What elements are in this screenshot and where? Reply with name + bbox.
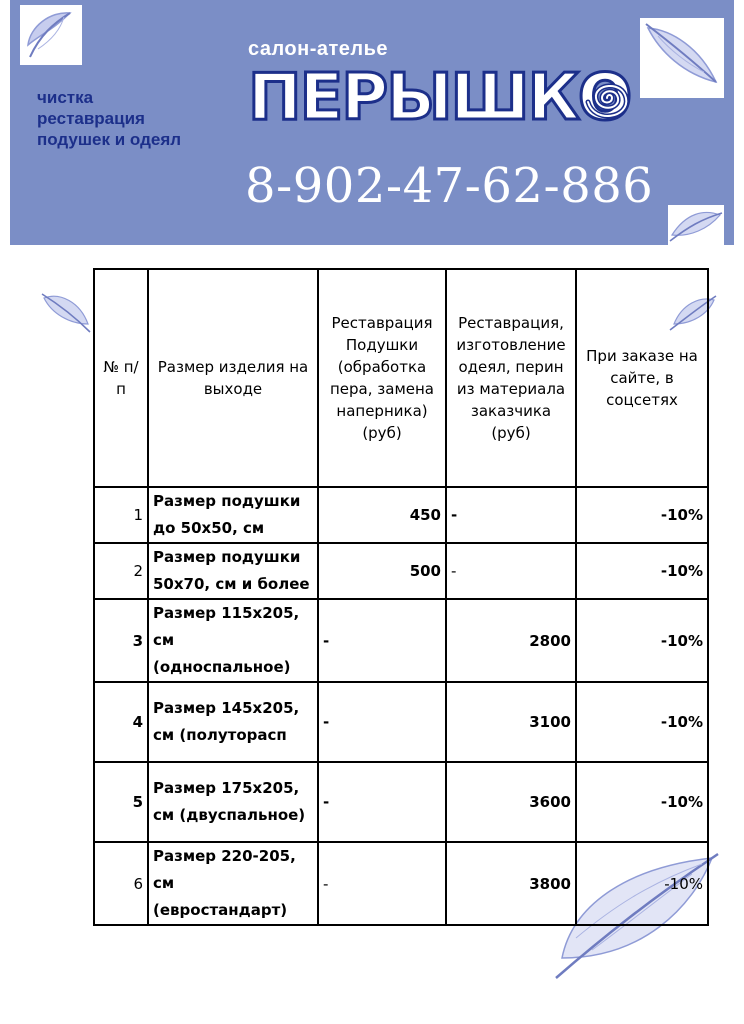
service-restoration: реставрация	[37, 109, 145, 128]
phone-number: 8-902-47-62-886	[245, 158, 654, 214]
swirl-icon	[576, 66, 638, 130]
row-blanket-price: -	[446, 487, 576, 543]
feather-icon	[40, 290, 92, 336]
row-number: 1	[94, 487, 148, 543]
row-size: Размер 115х205, см (односпальное)	[148, 599, 318, 682]
row-pillow-price: -	[318, 682, 446, 762]
row-number: 5	[94, 762, 148, 842]
table-row	[94, 543, 708, 599]
feather-box-right	[668, 205, 724, 245]
row-blanket-price: 3800	[446, 842, 576, 925]
column-header-pillow: Реставрация Подушки (обработка пера, замена наперника) (руб)	[318, 269, 446, 487]
row-pillow-price: 500	[318, 543, 446, 599]
table-row	[94, 842, 708, 925]
column-header-number: № п/п	[94, 269, 148, 487]
row-number: 2	[94, 543, 148, 599]
row-discount: -10%	[576, 543, 708, 599]
feather-icon	[20, 5, 82, 65]
service-cleaning: чистка	[37, 88, 94, 107]
row-number: 3	[94, 599, 148, 682]
price-table	[93, 268, 709, 926]
table-row	[94, 682, 708, 762]
row-size: Размер подушки до 50х50, см	[148, 487, 318, 543]
salon-type: салон-ателье	[248, 38, 389, 60]
row-size: Размер подушки 50х70, см и более	[148, 543, 318, 599]
row-blanket-price: 3100	[446, 682, 576, 762]
column-header-blanket: Реставрация, изготовление одеял, перин из материала заказчика (руб)	[446, 269, 576, 487]
row-size: Размер 175х205, см (двуспальное)	[148, 762, 318, 842]
column-header-size: Размер изделия на выходе	[148, 269, 318, 487]
row-pillow-price: -	[318, 599, 446, 682]
row-number: 4	[94, 682, 148, 762]
feather-icon	[640, 18, 724, 98]
row-size: Размер 220-205, см (евростандарт)	[148, 842, 318, 925]
row-pillow-price: -	[318, 762, 446, 842]
table-row	[94, 599, 708, 682]
row-blanket-price: 2800	[446, 599, 576, 682]
row-pillow-price: 450	[318, 487, 446, 543]
row-blanket-price: 3600	[446, 762, 576, 842]
service-items: подушек и одеял	[37, 130, 182, 149]
row-discount: -10%	[576, 599, 708, 682]
row-discount: -10%	[576, 762, 708, 842]
column-header-discount: При заказе на сайте, в соцсетях	[576, 269, 708, 487]
table-row	[94, 487, 708, 543]
row-size: Размер 145х205, см (полуторасп	[148, 682, 318, 762]
row-discount: -10%	[576, 842, 708, 925]
row-discount: -10%	[576, 487, 708, 543]
row-number: 6	[94, 842, 148, 925]
brand-logo-text: ПЕРЫШКО	[248, 61, 631, 135]
row-blanket-price: -	[446, 543, 576, 599]
feather-box-top-left	[20, 5, 82, 65]
table-row	[94, 762, 708, 842]
table-header-row	[94, 269, 708, 487]
feather-icon	[668, 205, 724, 245]
row-pillow-price: -	[318, 842, 446, 925]
row-discount: -10%	[576, 682, 708, 762]
services-list	[37, 87, 181, 150]
feather-box-top-right	[640, 18, 724, 98]
